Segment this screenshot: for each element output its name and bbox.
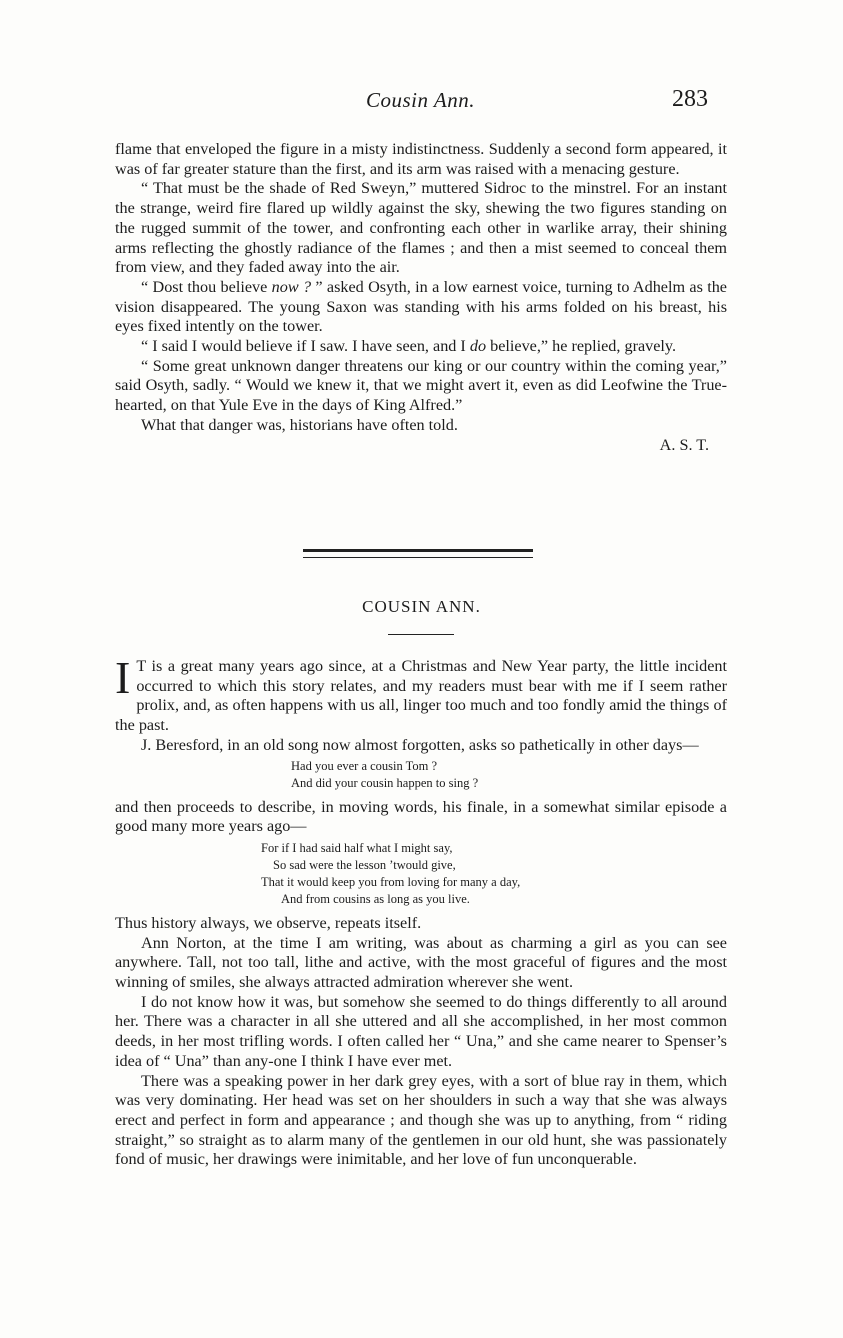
- running-head-title: Cousin Ann.: [366, 88, 475, 112]
- paragraph: “ That must be the shade of Red Sweyn,” muttered Sidroc to the minstrel. For an instant the strange, weird fire flared up wildly against the sky, shewing the two figures standing on the rugged summit of the tower, and confronting each other in warlike array, their shining arms reflecting the ghostly radiance of the flames ; and then a mist seemed to conceal them from view, and they faded away into the air.: [115, 179, 727, 277]
- paragraph: Thus history always, we observe, repeats itself.: [115, 913, 422, 932]
- verse-line: And did your cousin happen to sing ?: [291, 775, 479, 790]
- paragraph: “ Some great unknown danger threatens our king or our country within the coming year,” said Osyth, sadly. “ Would we knew it, that we might avert it, even as did Leofwine the True-hearted, on that Yule Eve in the days of King Alfred.”: [115, 356, 727, 415]
- paragraph: and then proceeds to describe, in moving words, his finale, in a somewhat similar episode a good many more years ago—: [115, 797, 727, 836]
- verse-line: Had you ever a cousin Tom ?: [291, 758, 438, 773]
- paragraph: There was a speaking power in her dark grey eyes, with a sort of blue ray in them, which was very dominating. Her head was set on her shoulders in such a way that she was always erect and perfect in form and appearance ; and though she was up to anything, from “ riding straight,” so straight as to alarm many of the gentlemen in our old hunt, she was passionately fond of music, her drawings were inimitable, and her love of fun unconquerable.: [115, 1071, 727, 1169]
- verse-line: So sad were the lesson ’twould give,: [273, 857, 456, 872]
- author-signature: A. S. T.: [659, 435, 709, 454]
- running-head: [0, 88, 843, 118]
- paragraph: Ann Norton, at the time I am writing, was about as charming a girl as you can see anywhere. Tall, not too tall, lithe and active, with the most graceful of figures and the most winning of smiles, she always attracted admiration wherever she went.: [115, 933, 727, 992]
- paragraph: J. Beresford, in an old song now almost forgotten, asks so pathetically in other days—: [141, 735, 699, 754]
- opening-paragraph: I T is a great many years ago since, at a Christmas and New Year party, the little incident occurred to which this story relates, and my readers must bear with me if I seem rather prolix, and, as often happens with us all, linger too much and too fondly amid the things of the past.: [115, 652, 727, 735]
- section-divider: [303, 549, 533, 552]
- story-title: COUSIN ANN.: [362, 597, 481, 616]
- verse-quote: [115, 758, 727, 792]
- verse-line: For if I had said half what I might say,: [261, 840, 453, 855]
- paragraph: What that danger was, historians have often told.: [141, 415, 458, 434]
- title-underline: [388, 634, 454, 635]
- verse-quote: [115, 840, 727, 908]
- paragraph: “ Dost thou believe now ? ” asked Osyth, in a low earnest voice, turning to Adhelm as the vision disappeared. The young Saxon was standing with his arms folded on his breast, his eyes fixed intently on the tower.: [115, 277, 727, 336]
- previous-story-ending: [115, 140, 727, 455]
- paragraph: “ I said I would believe if I saw. I have seen, and I do believe,” he replied, gravely.: [141, 337, 677, 356]
- paragraph: flame that enveloped the figure in a misty indistinctness. Suddenly a second form appeared, it was of far greater stature than the first, and its arm was raised with a menacing gesture.: [115, 140, 727, 178]
- paragraph: I do not know how it was, but somehow she seemed to do things differently to all around her. There was a character in all she uttered and all she accomplished, in her most common deeds, in her most trifling words. I often called her “ Una,” and she came nearer to Spenser’s idea of “ Una” than any-one I think I have ever met.: [115, 992, 727, 1070]
- verse-line: That it would keep you from loving for many a day,: [261, 874, 521, 889]
- section-divider-thin: [303, 557, 533, 558]
- page-number: 283: [672, 86, 708, 112]
- verse-line: And from cousins as long as you live.: [281, 891, 470, 906]
- drop-cap: I: [115, 652, 131, 703]
- story-body: [115, 652, 727, 1170]
